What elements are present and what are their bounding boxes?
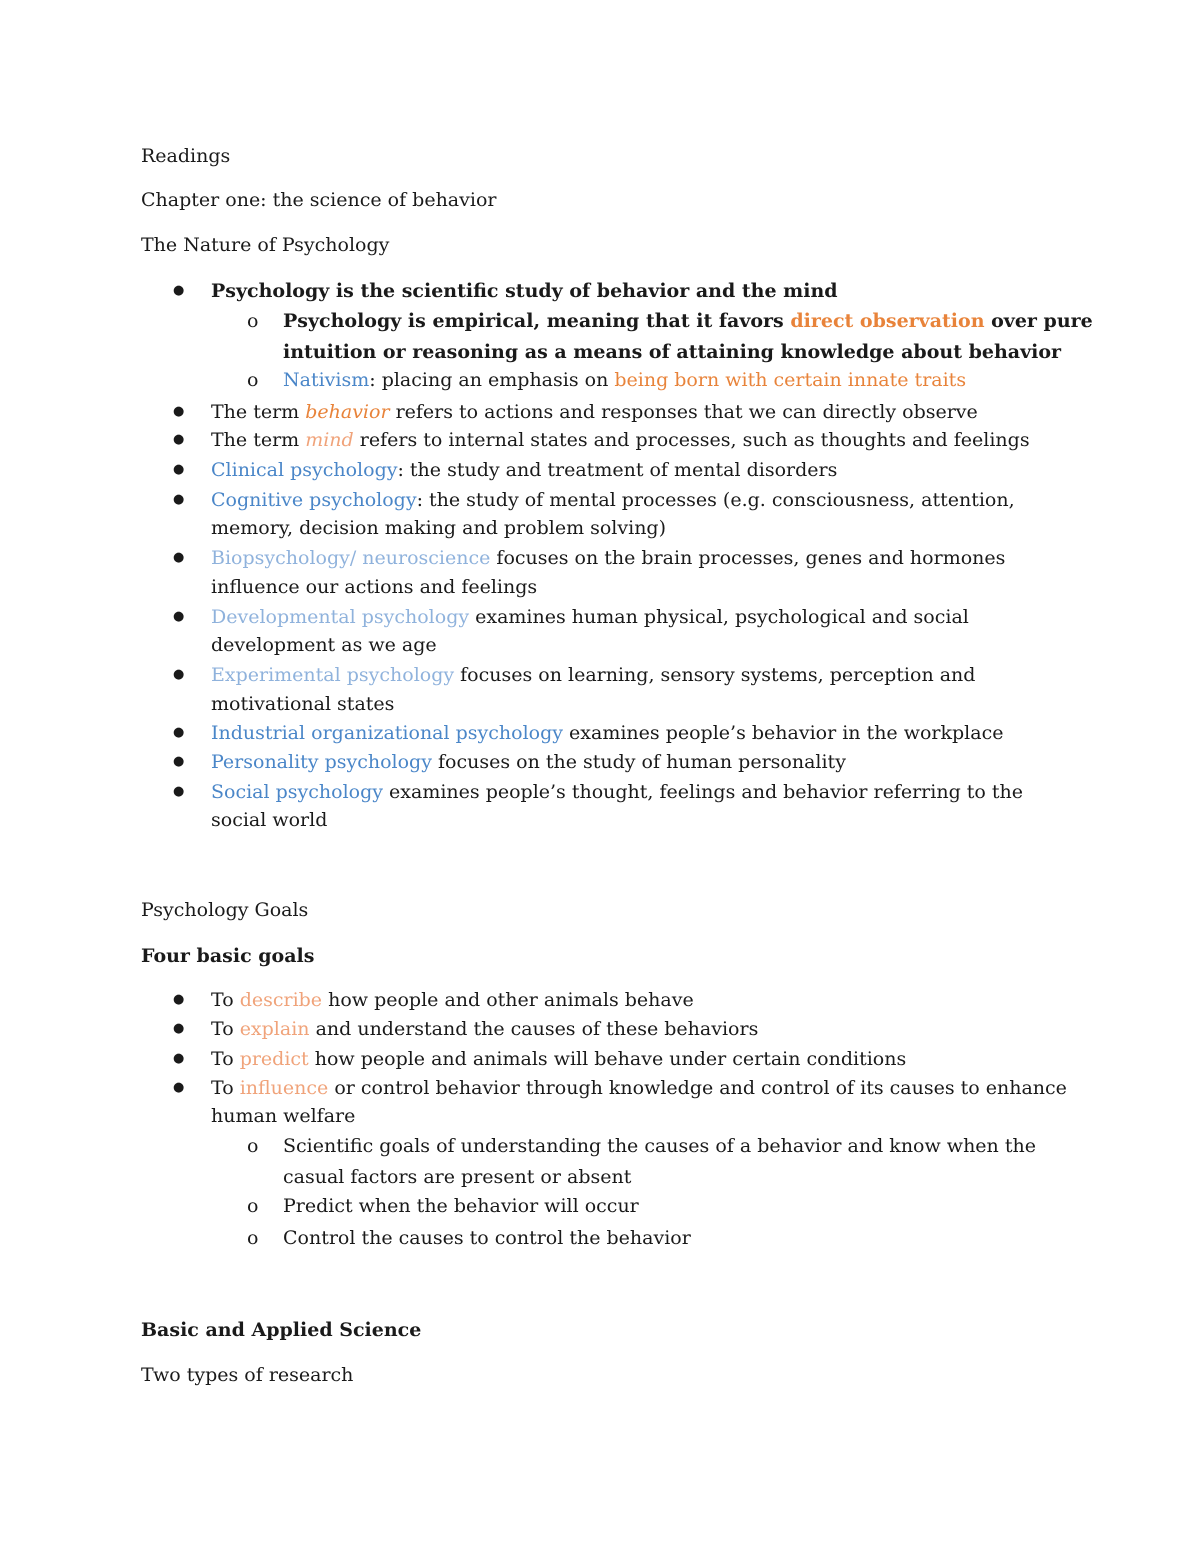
social-text: examines people’s thought, feelings and behavior referring to the (383, 781, 1023, 803)
industrial-text: examines people’s behavior in the workplace (563, 722, 1004, 744)
bullet-icon: ● (173, 432, 185, 447)
term-mind: mind (305, 429, 354, 451)
term-industrial-psychology: Industrial organizational psychology (211, 722, 564, 744)
highlight-direct-observation: direct observation (790, 310, 985, 332)
experimental-item (211, 662, 975, 688)
nature-heading: The Nature of Psychology (141, 234, 390, 256)
bullet-icon: ● (173, 404, 185, 419)
bullet-icon: ● (173, 550, 185, 565)
scientific-goal-item-line2: casual factors are present or absent (283, 1166, 632, 1188)
bullet-icon: ● (173, 492, 185, 507)
sub-bullet-icon: o (247, 1135, 259, 1157)
bullet-icon: ● (173, 754, 185, 769)
goal-predict-text: how people and animals will behave under certain conditions (308, 1048, 907, 1070)
predict-item: Predict when the behavior will occur (283, 1195, 639, 1217)
goal-explain-text: and understand the causes of these behaviors (309, 1018, 759, 1040)
social-item-line2: social world (211, 809, 328, 831)
goal-prefix: To (211, 1048, 240, 1070)
bullet-icon: ● (173, 462, 185, 477)
empirical-item (283, 308, 1093, 334)
cognitive-item (211, 487, 1015, 513)
mind-item (211, 427, 1030, 453)
term-developmental-psychology: Developmental psychology (211, 606, 470, 628)
clinical-text: : the study and treatment of mental disorders (397, 459, 838, 481)
sub-bullet-icon: o (247, 1227, 259, 1249)
empirical-text-end: over pure (984, 310, 1093, 332)
industrial-item (211, 720, 1003, 746)
personality-text: focuses on the study of human personality (431, 751, 846, 773)
bullet-icon: ● (173, 992, 185, 1007)
bullet-icon: ● (173, 1021, 185, 1036)
term-nativism: Nativism (283, 369, 370, 391)
sub-bullet-icon: o (247, 310, 259, 332)
mind-text: refers to internal states and processes, such as thoughts and feelings (353, 429, 1030, 451)
sub-bullet-icon: o (247, 369, 259, 391)
experimental-item-line2: motivational states (211, 693, 395, 715)
goal-prefix: To (211, 989, 240, 1011)
goal-influence-text: or control behavior through knowledge and control of its causes to enhance (328, 1077, 1067, 1099)
goal-describe (211, 987, 694, 1013)
bullet-icon: ● (173, 1080, 185, 1095)
term-social-psychology: Social psychology (211, 781, 383, 803)
term-personality-psychology: Personality psychology (211, 751, 432, 773)
empirical-text: Psychology is empirical, meaning that it favors (283, 310, 791, 332)
two-types-text: Two types of research (141, 1364, 354, 1386)
term-cognitive-psychology: Cognitive psychology (211, 489, 417, 511)
behavior-prefix: The term (211, 401, 306, 423)
term-describe: describe (239, 989, 323, 1011)
term-experimental-psychology: Experimental psychology (211, 664, 455, 686)
cognitive-item-line2: memory, decision making and problem solving) (211, 517, 667, 539)
term-biopsychology: Biopsychology/ neuroscience (211, 547, 491, 569)
sub-bullet-icon: o (247, 1195, 259, 1217)
basic-applied-heading: Basic and Applied Science (141, 1319, 422, 1341)
scientific-goal-item: Scientific goals of understanding the causes of a behavior and know when the (283, 1135, 1036, 1157)
term-behavior: behavior (305, 401, 390, 423)
behavior-text: refers to actions and responses that we can directly observe (389, 401, 978, 423)
definition-item: Psychology is the scientific study of behavior and the mind (211, 280, 838, 302)
clinical-item (211, 457, 837, 483)
bullet-icon: ● (173, 784, 185, 799)
bullet-icon: ● (173, 667, 185, 682)
goal-prefix: To (211, 1018, 240, 1040)
goals-heading: Psychology Goals (141, 899, 309, 921)
developmental-text: examines human physical, psychological and social (469, 606, 969, 628)
personality-item (211, 749, 846, 775)
developmental-item (211, 604, 969, 630)
chapter-title: Chapter one: the science of behavior (141, 189, 497, 211)
experimental-text: focuses on learning, sensory systems, perception and (454, 664, 976, 686)
control-item: Control the causes to control the behavior (283, 1227, 691, 1249)
bullet-icon: ● (173, 1051, 185, 1066)
goal-predict (211, 1046, 906, 1072)
goal-influence (211, 1075, 1067, 1101)
term-explain: explain (239, 1018, 310, 1040)
goal-explain (211, 1016, 758, 1042)
term-predict: predict (239, 1048, 309, 1070)
term-influence: influence (239, 1077, 329, 1099)
goal-prefix: To (211, 1077, 240, 1099)
biopsychology-item-line2: influence our actions and feelings (211, 576, 538, 598)
bullet-icon: ● (173, 283, 185, 298)
developmental-item-line2: development as we age (211, 634, 437, 656)
highlight-innate-traits: being born with certain innate traits (614, 369, 967, 391)
four-goals-heading: Four basic goals (141, 945, 315, 967)
nativism-text: : placing an emphasis on (369, 369, 615, 391)
biopsychology-text: focuses on the brain processes, genes and hormones (490, 547, 1006, 569)
behavior-item (211, 399, 978, 425)
readings-title: Readings (141, 145, 231, 167)
term-clinical-psychology: Clinical psychology (211, 459, 398, 481)
bullet-icon: ● (173, 609, 185, 624)
goal-describe-text: how people and other animals behave (322, 989, 694, 1011)
social-item (211, 779, 1023, 805)
empirical-item-line2: intuition or reasoning as a means of attaining knowledge about behavior (283, 341, 1062, 363)
bullet-icon: ● (173, 725, 185, 740)
cognitive-text: : the study of mental processes (e.g. consciousness, attention, (416, 489, 1015, 511)
mind-prefix: The term (211, 429, 306, 451)
goal-influence-line2: human welfare (211, 1105, 356, 1127)
nativism-item (283, 367, 966, 393)
biopsychology-item (211, 545, 1005, 571)
